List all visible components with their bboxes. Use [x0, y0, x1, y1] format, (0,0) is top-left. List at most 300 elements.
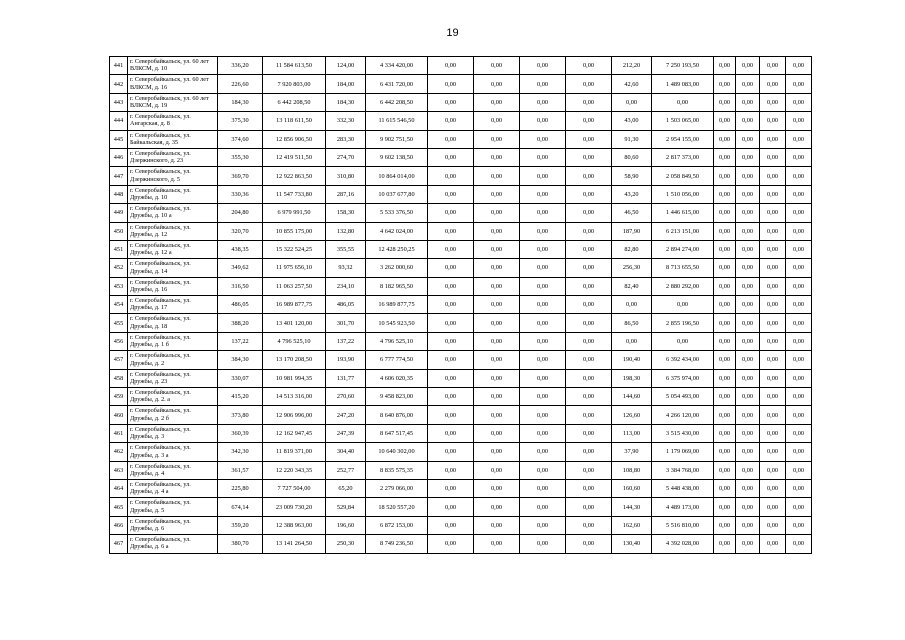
- area-2-cell: 355,55: [326, 240, 366, 258]
- value-cell: 0,00: [714, 130, 736, 148]
- value-cell: 0,00: [474, 148, 520, 166]
- row-number-cell: 455: [110, 314, 128, 332]
- value-cell: 0,00: [736, 75, 760, 93]
- address-cell: г. Северобайкальск, ул. Дружбы, д. 3: [128, 424, 218, 442]
- cost-3-cell: 2 058 849,50: [652, 167, 714, 185]
- value-cell: 0,00: [760, 130, 786, 148]
- value-cell: 0,00: [428, 351, 474, 369]
- value-cell: 0,00: [786, 277, 812, 295]
- cost-3-cell: 1 489 083,00: [652, 75, 714, 93]
- value-cell: 0,00: [428, 479, 474, 497]
- total-cost-cell: 12 220 343,35: [263, 461, 326, 479]
- value-cell: 0,00: [714, 167, 736, 185]
- value-cell: 0,00: [760, 535, 786, 553]
- value-cell: 0,00: [428, 75, 474, 93]
- value-cell: 0,00: [566, 93, 612, 111]
- total-area-cell: 137,22: [218, 332, 263, 350]
- value-cell: 0,00: [520, 240, 566, 258]
- cost-3-cell: 4 392 028,00: [652, 535, 714, 553]
- value-cell: 0,00: [428, 277, 474, 295]
- value-cell: 0,00: [736, 204, 760, 222]
- value-cell: 0,00: [786, 369, 812, 387]
- row-number-cell: 443: [110, 93, 128, 111]
- value-cell: 0,00: [566, 406, 612, 424]
- value-cell: 0,00: [520, 112, 566, 130]
- value-cell: 0,00: [786, 516, 812, 534]
- housing-data-table: [109, 56, 812, 554]
- cost-3-cell: 1 446 615,00: [652, 204, 714, 222]
- value-cell: 0,00: [428, 406, 474, 424]
- total-area-cell: 361,57: [218, 461, 263, 479]
- cost-3-cell: 2 880 292,00: [652, 277, 714, 295]
- row-number-cell: 466: [110, 516, 128, 534]
- total-area-cell: 384,30: [218, 351, 263, 369]
- total-area-cell: 415,20: [218, 388, 263, 406]
- value-cell: 0,00: [474, 167, 520, 185]
- value-cell: 0,00: [520, 259, 566, 277]
- area-3-cell: 160,60: [612, 479, 652, 497]
- value-cell: 0,00: [474, 222, 520, 240]
- row-number-cell: 449: [110, 204, 128, 222]
- value-cell: 0,00: [786, 204, 812, 222]
- value-cell: 0,00: [786, 167, 812, 185]
- value-cell: 0,00: [760, 93, 786, 111]
- cost-2-cell: 6 442 208,50: [366, 93, 428, 111]
- table-row: [110, 314, 812, 332]
- value-cell: 0,00: [714, 424, 736, 442]
- area-3-cell: 80,60: [612, 148, 652, 166]
- value-cell: 0,00: [428, 112, 474, 130]
- value-cell: 0,00: [736, 240, 760, 258]
- total-area-cell: 336,20: [218, 57, 263, 75]
- total-area-cell: 184,30: [218, 93, 263, 111]
- value-cell: 0,00: [566, 332, 612, 350]
- value-cell: 0,00: [760, 296, 786, 314]
- table-row: [110, 388, 812, 406]
- value-cell: 0,00: [428, 516, 474, 534]
- cost-3-cell: 2 855 196,50: [652, 314, 714, 332]
- row-number-cell: 465: [110, 498, 128, 516]
- value-cell: 0,00: [428, 314, 474, 332]
- address-cell: г. Северобайкальск, ул. Дружбы, д. 16: [128, 277, 218, 295]
- value-cell: 0,00: [520, 461, 566, 479]
- total-area-cell: 316,50: [218, 277, 263, 295]
- value-cell: 0,00: [714, 332, 736, 350]
- value-cell: 0,00: [786, 314, 812, 332]
- table-row: [110, 148, 812, 166]
- value-cell: 0,00: [736, 112, 760, 130]
- value-cell: 0,00: [428, 424, 474, 442]
- value-cell: 0,00: [474, 185, 520, 203]
- value-cell: 0,00: [736, 57, 760, 75]
- value-cell: 0,00: [786, 388, 812, 406]
- table-row: [110, 277, 812, 295]
- table-row: [110, 351, 812, 369]
- total-area-cell: 330,36: [218, 185, 263, 203]
- value-cell: 0,00: [786, 443, 812, 461]
- area-3-cell: 126,60: [612, 406, 652, 424]
- value-cell: 0,00: [786, 259, 812, 277]
- table-row: [110, 259, 812, 277]
- row-number-cell: 464: [110, 479, 128, 497]
- cost-2-cell: 4 334 420,00: [366, 57, 428, 75]
- total-cost-cell: 13 141 264,50: [263, 535, 326, 553]
- value-cell: 0,00: [520, 516, 566, 534]
- cost-2-cell: 8 749 236,50: [366, 535, 428, 553]
- value-cell: 0,00: [428, 443, 474, 461]
- area-2-cell: 158,30: [326, 204, 366, 222]
- area-2-cell: 234,10: [326, 277, 366, 295]
- cost-2-cell: 11 615 546,50: [366, 112, 428, 130]
- value-cell: 0,00: [474, 369, 520, 387]
- row-number-cell: 451: [110, 240, 128, 258]
- address-cell: г. Северобайкальск, ул. 60 лет ВЛКСМ, д. 19: [128, 93, 218, 111]
- value-cell: 0,00: [428, 204, 474, 222]
- value-cell: 0,00: [520, 277, 566, 295]
- value-cell: 0,00: [474, 277, 520, 295]
- value-cell: 0,00: [786, 93, 812, 111]
- value-cell: 0,00: [566, 351, 612, 369]
- total-cost-cell: 12 856 906,50: [263, 130, 326, 148]
- area-2-cell: 247,39: [326, 424, 366, 442]
- value-cell: 0,00: [760, 461, 786, 479]
- value-cell: 0,00: [566, 498, 612, 516]
- area-3-cell: 91,30: [612, 130, 652, 148]
- value-cell: 0,00: [428, 369, 474, 387]
- cost-2-cell: 5 533 376,50: [366, 204, 428, 222]
- value-cell: 0,00: [760, 222, 786, 240]
- value-cell: 0,00: [714, 75, 736, 93]
- area-2-cell: 252,77: [326, 461, 366, 479]
- value-cell: 0,00: [566, 369, 612, 387]
- value-cell: 0,00: [736, 277, 760, 295]
- total-cost-cell: 12 922 863,50: [263, 167, 326, 185]
- cost-3-cell: 5 516 810,00: [652, 516, 714, 534]
- row-number-cell: 445: [110, 130, 128, 148]
- value-cell: 0,00: [714, 314, 736, 332]
- table-row: [110, 57, 812, 75]
- value-cell: 0,00: [736, 332, 760, 350]
- row-number-cell: 461: [110, 424, 128, 442]
- value-cell: 0,00: [474, 75, 520, 93]
- address-cell: г. Северобайкальск, ул. Дружбы, д. 5: [128, 498, 218, 516]
- area-2-cell: 486,05: [326, 296, 366, 314]
- value-cell: 0,00: [736, 388, 760, 406]
- value-cell: 0,00: [566, 259, 612, 277]
- address-cell: г. Северобайкальск, ул. Дружбы, д. 17: [128, 296, 218, 314]
- address-cell: г. Северобайкальск, ул. Дружбы, д. 6: [128, 516, 218, 534]
- total-area-cell: 674,14: [218, 498, 263, 516]
- cost-3-cell: 3 515 430,00: [652, 424, 714, 442]
- value-cell: 0,00: [474, 516, 520, 534]
- address-cell: г. Северобайкальск, ул. Дружбы, д. 3 а: [128, 443, 218, 461]
- value-cell: 0,00: [736, 443, 760, 461]
- total-area-cell: 342,30: [218, 443, 263, 461]
- area-3-cell: 113,00: [612, 424, 652, 442]
- address-cell: г. Северобайкальск, ул. Дружбы, д. 23: [128, 369, 218, 387]
- cost-2-cell: 3 262 000,60: [366, 259, 428, 277]
- area-3-cell: 198,30: [612, 369, 652, 387]
- value-cell: 0,00: [520, 498, 566, 516]
- value-cell: 0,00: [760, 148, 786, 166]
- value-cell: 0,00: [714, 461, 736, 479]
- value-cell: 0,00: [566, 277, 612, 295]
- area-2-cell: 193,90: [326, 351, 366, 369]
- total-cost-cell: 10 855 175,00: [263, 222, 326, 240]
- value-cell: 0,00: [760, 112, 786, 130]
- value-cell: 0,00: [760, 259, 786, 277]
- value-cell: 0,00: [520, 75, 566, 93]
- value-cell: 0,00: [520, 148, 566, 166]
- total-cost-cell: 13 118 611,50: [263, 112, 326, 130]
- value-cell: 0,00: [736, 222, 760, 240]
- value-cell: 0,00: [428, 130, 474, 148]
- address-cell: г. Северобайкальск, ул. Дружбы, д. 2 б: [128, 406, 218, 424]
- total-cost-cell: 12 906 996,00: [263, 406, 326, 424]
- value-cell: 0,00: [566, 314, 612, 332]
- value-cell: 0,00: [566, 222, 612, 240]
- area-2-cell: 132,80: [326, 222, 366, 240]
- value-cell: 0,00: [714, 351, 736, 369]
- value-cell: 0,00: [786, 461, 812, 479]
- value-cell: 0,00: [520, 332, 566, 350]
- total-area-cell: 369,70: [218, 167, 263, 185]
- total-area-cell: 359,20: [218, 516, 263, 534]
- cost-2-cell: 4 642 024,00: [366, 222, 428, 240]
- address-cell: г. Северобайкальск, ул. Дружбы, д. 10 а: [128, 204, 218, 222]
- total-cost-cell: 12 162 947,45: [263, 424, 326, 442]
- value-cell: 0,00: [714, 240, 736, 258]
- value-cell: 0,00: [428, 388, 474, 406]
- value-cell: 0,00: [760, 332, 786, 350]
- area-3-cell: 130,40: [612, 535, 652, 553]
- address-cell: г. Северобайкальск, ул. Дзержинского, д. 23: [128, 148, 218, 166]
- table-row: [110, 185, 812, 203]
- value-cell: 0,00: [714, 148, 736, 166]
- row-number-cell: 441: [110, 57, 128, 75]
- value-cell: 0,00: [760, 277, 786, 295]
- value-cell: 0,00: [474, 93, 520, 111]
- area-3-cell: 37,90: [612, 443, 652, 461]
- value-cell: 0,00: [428, 296, 474, 314]
- value-cell: 0,00: [566, 516, 612, 534]
- value-cell: 0,00: [760, 516, 786, 534]
- value-cell: 0,00: [714, 277, 736, 295]
- value-cell: 0,00: [736, 406, 760, 424]
- area-3-cell: 144,30: [612, 498, 652, 516]
- area-2-cell: 283,30: [326, 130, 366, 148]
- value-cell: 0,00: [474, 240, 520, 258]
- value-cell: 0,00: [714, 112, 736, 130]
- total-area-cell: 373,80: [218, 406, 263, 424]
- area-2-cell: 529,84: [326, 498, 366, 516]
- area-2-cell: 196,60: [326, 516, 366, 534]
- address-cell: г. Северобайкальск, ул. Дружбы, д. 18: [128, 314, 218, 332]
- cost-3-cell: 5 054 493,00: [652, 388, 714, 406]
- value-cell: 0,00: [736, 369, 760, 387]
- total-cost-cell: 11 063 257,50: [263, 277, 326, 295]
- value-cell: 0,00: [566, 296, 612, 314]
- value-cell: 0,00: [786, 148, 812, 166]
- total-area-cell: 374,60: [218, 130, 263, 148]
- value-cell: 0,00: [736, 535, 760, 553]
- total-cost-cell: 13 401 120,00: [263, 314, 326, 332]
- value-cell: 0,00: [714, 204, 736, 222]
- value-cell: 0,00: [474, 204, 520, 222]
- value-cell: 0,00: [760, 498, 786, 516]
- value-cell: 0,00: [736, 93, 760, 111]
- value-cell: 0,00: [474, 498, 520, 516]
- total-cost-cell: 7 920 803,00: [263, 75, 326, 93]
- cost-2-cell: 10 864 014,00: [366, 167, 428, 185]
- value-cell: 0,00: [714, 535, 736, 553]
- value-cell: 0,00: [428, 93, 474, 111]
- table-row: [110, 332, 812, 350]
- address-cell: г. Северобайкальск, ул. Дружбы, д. 12 а: [128, 240, 218, 258]
- total-cost-cell: 6 979 991,50: [263, 204, 326, 222]
- cost-3-cell: 4 489 173,00: [652, 498, 714, 516]
- value-cell: 0,00: [714, 185, 736, 203]
- area-3-cell: 256,30: [612, 259, 652, 277]
- value-cell: 0,00: [566, 240, 612, 258]
- value-cell: 0,00: [714, 369, 736, 387]
- area-3-cell: 43,20: [612, 185, 652, 203]
- cost-2-cell: 10 640 302,00: [366, 443, 428, 461]
- value-cell: 0,00: [474, 535, 520, 553]
- value-cell: 0,00: [474, 443, 520, 461]
- value-cell: 0,00: [760, 185, 786, 203]
- value-cell: 0,00: [474, 388, 520, 406]
- row-number-cell: 458: [110, 369, 128, 387]
- cost-3-cell: 1 510 056,00: [652, 185, 714, 203]
- total-cost-cell: 11 975 656,10: [263, 259, 326, 277]
- cost-2-cell: 4 606 020,35: [366, 369, 428, 387]
- total-area-cell: 360,39: [218, 424, 263, 442]
- address-cell: г. Северобайкальск, ул. Дружбы, д. 12: [128, 222, 218, 240]
- cost-2-cell: 8 835 575,35: [366, 461, 428, 479]
- area-3-cell: 0,00: [612, 93, 652, 111]
- row-number-cell: 447: [110, 167, 128, 185]
- value-cell: 0,00: [760, 57, 786, 75]
- cost-2-cell: 9 458 823,00: [366, 388, 428, 406]
- value-cell: 0,00: [428, 535, 474, 553]
- area-3-cell: 0,00: [612, 296, 652, 314]
- area-2-cell: 184,00: [326, 75, 366, 93]
- value-cell: 0,00: [428, 185, 474, 203]
- cost-3-cell: 6 392 434,00: [652, 351, 714, 369]
- value-cell: 0,00: [714, 93, 736, 111]
- total-area-cell: 349,62: [218, 259, 263, 277]
- value-cell: 0,00: [736, 167, 760, 185]
- address-cell: г. Северобайкальск, ул. Дзержинского, д. 5: [128, 167, 218, 185]
- value-cell: 0,00: [520, 351, 566, 369]
- value-cell: 0,00: [786, 130, 812, 148]
- address-cell: г. Северобайкальск, ул. Дружбы, д. 6 а: [128, 535, 218, 553]
- area-3-cell: 144,60: [612, 388, 652, 406]
- row-number-cell: 453: [110, 277, 128, 295]
- value-cell: 0,00: [474, 332, 520, 350]
- area-2-cell: 250,30: [326, 535, 366, 553]
- table-row: [110, 167, 812, 185]
- area-3-cell: 58,90: [612, 167, 652, 185]
- cost-3-cell: 0,00: [652, 93, 714, 111]
- value-cell: 0,00: [786, 332, 812, 350]
- total-cost-cell: 11 819 371,00: [263, 443, 326, 461]
- value-cell: 0,00: [714, 57, 736, 75]
- table-body: [110, 57, 812, 554]
- value-cell: 0,00: [760, 204, 786, 222]
- value-cell: 0,00: [566, 112, 612, 130]
- address-cell: г. Северобайкальск, ул. 60 лет ВЛКСМ, д. 16: [128, 75, 218, 93]
- area-2-cell: 304,40: [326, 443, 366, 461]
- value-cell: 0,00: [520, 424, 566, 442]
- cost-2-cell: 8 182 965,50: [366, 277, 428, 295]
- row-number-cell: 442: [110, 75, 128, 93]
- value-cell: 0,00: [566, 75, 612, 93]
- value-cell: 0,00: [428, 167, 474, 185]
- area-3-cell: 162,60: [612, 516, 652, 534]
- table-row: [110, 75, 812, 93]
- cost-2-cell: 2 279 066,00: [366, 479, 428, 497]
- total-cost-cell: 4 796 525,10: [263, 332, 326, 350]
- value-cell: 0,00: [786, 406, 812, 424]
- row-number-cell: 462: [110, 443, 128, 461]
- total-area-cell: 355,30: [218, 148, 263, 166]
- row-number-cell: 450: [110, 222, 128, 240]
- cost-3-cell: 1 179 069,00: [652, 443, 714, 461]
- value-cell: 0,00: [474, 314, 520, 332]
- value-cell: 0,00: [736, 148, 760, 166]
- value-cell: 0,00: [736, 185, 760, 203]
- total-cost-cell: 7 727 504,00: [263, 479, 326, 497]
- value-cell: 0,00: [474, 461, 520, 479]
- value-cell: 0,00: [566, 388, 612, 406]
- cost-3-cell: 2 894 274,00: [652, 240, 714, 258]
- value-cell: 0,00: [760, 167, 786, 185]
- total-cost-cell: 15 322 524,25: [263, 240, 326, 258]
- area-3-cell: 82,40: [612, 277, 652, 295]
- value-cell: 0,00: [714, 498, 736, 516]
- value-cell: 0,00: [520, 204, 566, 222]
- value-cell: 0,00: [736, 296, 760, 314]
- total-area-cell: 330,07: [218, 369, 263, 387]
- row-number-cell: 467: [110, 535, 128, 553]
- value-cell: 0,00: [520, 296, 566, 314]
- value-cell: 0,00: [736, 259, 760, 277]
- value-cell: 0,00: [566, 148, 612, 166]
- cost-3-cell: 2 817 373,00: [652, 148, 714, 166]
- value-cell: 0,00: [520, 479, 566, 497]
- area-3-cell: 0,00: [612, 332, 652, 350]
- area-2-cell: 65,20: [326, 479, 366, 497]
- area-2-cell: 137,22: [326, 332, 366, 350]
- value-cell: 0,00: [760, 351, 786, 369]
- value-cell: 0,00: [520, 167, 566, 185]
- value-cell: 0,00: [474, 296, 520, 314]
- area-2-cell: 310,80: [326, 167, 366, 185]
- value-cell: 0,00: [786, 498, 812, 516]
- cost-2-cell: 10 037 677,80: [366, 185, 428, 203]
- value-cell: 0,00: [760, 314, 786, 332]
- value-cell: 0,00: [786, 296, 812, 314]
- table-row: [110, 222, 812, 240]
- area-3-cell: 43,00: [612, 112, 652, 130]
- cost-2-cell: 18 520 557,20: [366, 498, 428, 516]
- value-cell: 0,00: [786, 75, 812, 93]
- value-cell: 0,00: [566, 204, 612, 222]
- area-3-cell: 46,50: [612, 204, 652, 222]
- cost-3-cell: 5 448 438,00: [652, 479, 714, 497]
